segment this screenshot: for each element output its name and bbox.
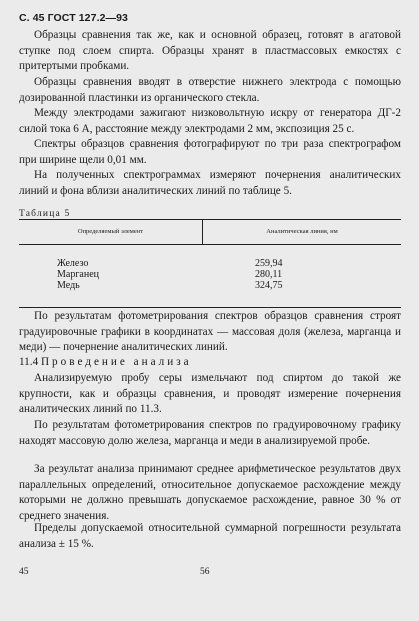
footer-page-left: 45 [19, 567, 29, 577]
page-header: С. 45 ГОСТ 127.2—93 [19, 12, 129, 24]
table-cell-element: Марганец [57, 269, 100, 280]
table-header-element: Определяемый элемент [77, 228, 144, 235]
analytical-lines-table [19, 219, 401, 308]
section-number: 11.4 [19, 356, 39, 368]
paragraph-calibration: По результатам фотометрирования спектров образцов сравнения строят градуировочные графики в координатах — массовая доля (железа, марганца и меди) — почернение аналитических линий. [19, 310, 401, 354]
paragraph-samples-insert: Образцы сравнения вводят в отверстие нижнего электрода с помощью дозированной пластинки из органического стекла. [19, 76, 401, 104]
table-cell-element: Железо [57, 258, 89, 269]
paragraph-spectrograms: На полученных спектрограммах измеряют почернения аналитических линий и фона вблизи аналитических линий по таблице 5. [19, 169, 401, 197]
table-cell-wavelength: 280,11 [255, 269, 283, 280]
table-header-wavelength: Аналитическая линия, нм [266, 228, 338, 235]
section-title: Проведение анализа [40, 356, 192, 368]
paragraph-mass-fraction: По результатам фотометрирования спектров по градуировочному графику находят массовую долю железа, марганца и меди в анализируемой пробе. [19, 419, 401, 447]
paragraph-error-limits: Пределы допускаемой относительной суммарной погрешности результата анализа ± 15 %. [19, 522, 401, 550]
section-heading [19, 355, 192, 370]
table-caption: Таблица 5 [19, 209, 71, 219]
table-header-divider [19, 244, 401, 245]
paragraph-sample-grinding: Анализируемую пробу серы измельчают под спиртом до такой же крупности, как и образцы сравнения, и проводят измерение почернения аналитических линий по 11.3. [19, 372, 401, 416]
footer-page-center: 56 [200, 567, 210, 577]
table-cell-wavelength: 324,75 [255, 280, 283, 291]
table-cell-element: Медь [57, 280, 80, 291]
paragraph-spark: Между электродами зажигают низковольтную искру от генератора ДГ-2 силой тока 6 А, расстояние между электродами 2 мм, экспозиция 25 с. [19, 107, 401, 135]
paragraph-spectra: Спектры образцов сравнения фотографируют по три раза спектрографом при ширине щели 0,01 мм. [19, 138, 401, 166]
paragraph-result: За результат анализа принимают среднее арифметическое результатов двух параллельных определений, относительное допускаемое расхождение между которыми не должно превышать допускаемое расхождение, равное 30 % от среднего значения. [19, 463, 401, 522]
table-cell-wavelength: 259,94 [255, 258, 283, 269]
paragraph-samples-prep: Образцы сравнения так же, как и основной образец, готовят в агатовой ступке под слоем спирта. Образцы хранят в пластмассовых емкостях с притертыми пробками. [19, 29, 401, 73]
